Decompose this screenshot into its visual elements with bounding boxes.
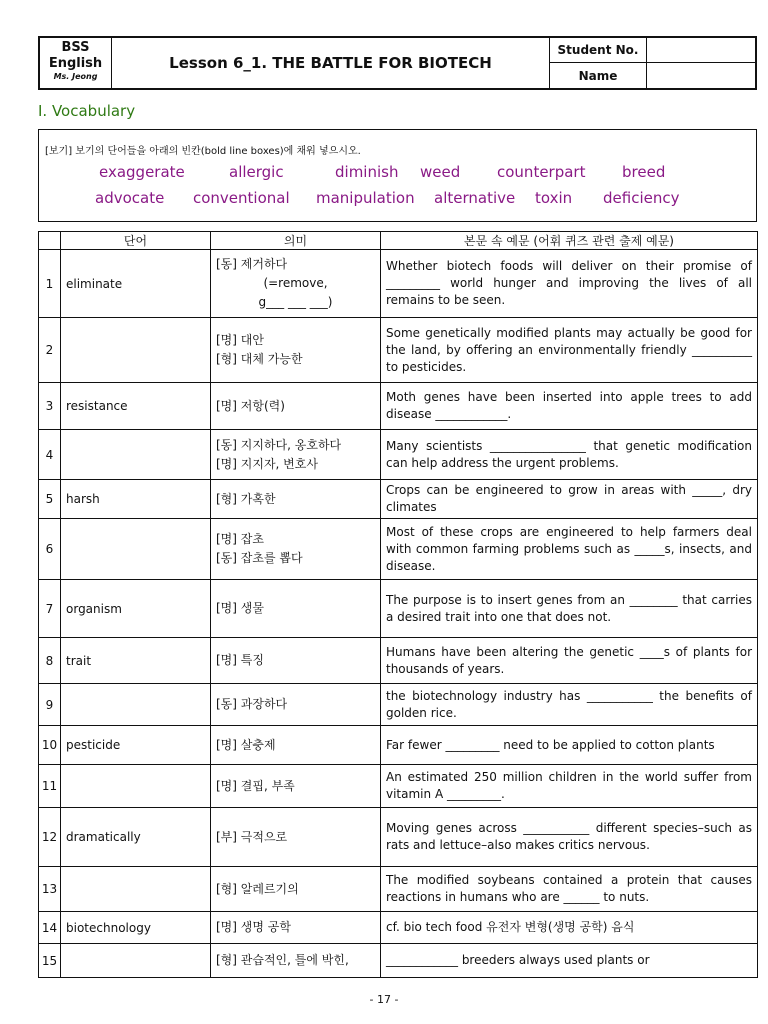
table-row (39, 250, 758, 318)
blank-word-cell[interactable] (61, 519, 211, 580)
blank-word-cell[interactable] (61, 944, 211, 978)
word-bank-item: counterpart (497, 163, 586, 181)
example-cell: Many scientists ________________ that genetic modification can help address the urgent problems. (381, 430, 758, 480)
row-number: 12 (39, 808, 61, 867)
word-bank-item: manipulation (316, 189, 415, 207)
blank-word-cell[interactable] (61, 765, 211, 808)
meaning-line: [명] 생물 (216, 601, 264, 615)
meaning-cell (211, 430, 381, 480)
meaning-cell (211, 944, 381, 978)
blank-word-cell[interactable] (61, 318, 211, 383)
row-number: 4 (39, 430, 61, 480)
table-row (39, 944, 758, 978)
example-cell: the biotechnology industry has ___________ the benefits of golden rice. (381, 684, 758, 726)
table-row (39, 684, 758, 726)
word-bank (38, 129, 757, 222)
word-cell: dramatically (61, 808, 211, 867)
page-number: - 17 - (369, 993, 399, 1006)
table-row (39, 580, 758, 638)
subject-name: English (48, 56, 103, 71)
table-row (39, 638, 758, 684)
example-cell: Moving genes across ___________ different species–such as rats and lettuce–also makes critics nervous. (381, 808, 758, 867)
meaning-line: [동] 지지하다, 옹호하다 (216, 437, 342, 452)
row-number: 1 (39, 250, 61, 318)
meaning-cell (211, 808, 381, 867)
blank-word-cell[interactable] (61, 430, 211, 480)
word-bank-item: advocate (95, 189, 165, 207)
example-cell: ____________ breeders always used plants or (381, 944, 758, 978)
header-meaning: 의미 (211, 232, 381, 250)
meaning-cell (211, 519, 381, 580)
word-bank-item: weed (420, 163, 461, 181)
row-number: 15 (39, 944, 61, 978)
word-bank-item: breed (622, 163, 666, 181)
word-cell: trait (61, 638, 211, 684)
meaning-cell (211, 912, 381, 944)
worksheet-header (38, 36, 757, 90)
example-cell: Far fewer _________ need to be applied to cotton plants (381, 726, 758, 765)
word-bank-item: deficiency (603, 189, 680, 207)
meaning-line: [형] 알레르기의 (216, 881, 299, 896)
meaning-cell (211, 684, 381, 726)
meaning-cell (211, 765, 381, 808)
word-cell: pesticide (61, 726, 211, 765)
word-bank-item: toxin (535, 189, 573, 207)
word-cell: organism (61, 580, 211, 638)
row-number: 9 (39, 684, 61, 726)
meaning-cell (211, 318, 381, 383)
meaning-line: [형] 대체 가능한 (216, 352, 303, 366)
meaning-line: [부] 극적으로 (216, 829, 288, 844)
row-number: 6 (39, 519, 61, 580)
row-number: 5 (39, 480, 61, 519)
word-cell: biotechnology (61, 912, 211, 944)
table-row (39, 318, 758, 383)
school-name: BSS (61, 40, 90, 55)
word-cell: eliminate (61, 250, 211, 318)
word-bank-item: exaggerate (99, 163, 185, 181)
blank-word-cell[interactable] (61, 684, 211, 726)
word-bank-item: alternative (434, 189, 516, 207)
table-header-row (39, 232, 758, 250)
meaning-line: [명] 잡초 (216, 532, 264, 546)
table-row (39, 383, 758, 430)
row-number: 11 (39, 765, 61, 808)
meaning-cell (211, 580, 381, 638)
example-cell: Some genetically modified plants may actually be good for the land, by offering an environmentally friendly __________ to pesticides. (381, 318, 758, 383)
table-row (39, 480, 758, 519)
meaning-line: [형] 관습적인, 틀에 박힌, (216, 953, 349, 967)
meaning-line: [명] 지지자, 변호사 (216, 456, 318, 471)
example-cell: cf. bio tech food 유전자 변형(생명 공학) 음식 (381, 912, 758, 944)
header-example: 본문 속 예문 (어휘 퀴즈 관련 출제 예문) (381, 232, 758, 250)
header-word: 단어 (61, 232, 211, 250)
meaning-line: [명] 결핍, 부족 (216, 778, 295, 793)
table-row (39, 867, 758, 912)
row-number: 7 (39, 580, 61, 638)
school-info (40, 38, 112, 88)
student-no-label: Student No. (550, 38, 647, 63)
meaning-line: [형] 가혹한 (216, 491, 276, 506)
meaning-cell (211, 480, 381, 519)
example-cell: The modified soybeans contained a protein that causes reactions in humans who are ______ to nuts. (381, 867, 758, 912)
example-cell: The purpose is to insert genes from an ________ that carries a desired trait into one that does not. (381, 580, 758, 638)
row-number: 10 (39, 726, 61, 765)
example-cell: An estimated 250 million children in the world suffer from vitamin A _________. (381, 765, 758, 808)
meaning-line: g___ ___ ___) (258, 295, 333, 309)
meaning-line: [동] 잡초를 뽑다 (216, 551, 303, 565)
table-row (39, 726, 758, 765)
table-row (39, 765, 758, 808)
word-cell: resistance (61, 383, 211, 430)
name-label: Name (550, 63, 647, 88)
table-row (39, 430, 758, 480)
row-number: 13 (39, 867, 61, 912)
meaning-cell (211, 726, 381, 765)
example-cell: Moth genes have been inserted into apple trees to add disease ____________. (381, 383, 758, 430)
word-bank-item: conventional (193, 189, 290, 207)
student-no-field[interactable] (647, 38, 755, 63)
meaning-line: (=remove, (263, 276, 328, 290)
lesson-title: Lesson 6_1. THE BATTLE FOR BIOTECH (112, 38, 550, 88)
row-number: 8 (39, 638, 61, 684)
meaning-line: [명] 대안 (216, 333, 264, 347)
row-number: 3 (39, 383, 61, 430)
meaning-cell (211, 383, 381, 430)
example-cell: Most of these crops are engineered to help farmers deal with common farming problems such as _____s, insects, and disease. (381, 519, 758, 580)
table-row (39, 912, 758, 944)
meaning-cell (211, 867, 381, 912)
header-num (39, 232, 61, 250)
meaning-line: [동] 과장하다 (216, 697, 288, 711)
name-field[interactable] (647, 63, 755, 88)
meaning-line: [명] 살충제 (216, 737, 276, 752)
meaning-cell (211, 638, 381, 684)
word-cell: harsh (61, 480, 211, 519)
meaning-cell (211, 250, 381, 318)
table-row (39, 808, 758, 867)
vocabulary-table (38, 231, 758, 978)
row-number: 14 (39, 912, 61, 944)
table-row (39, 519, 758, 580)
word-bank-item: diminish (335, 163, 399, 181)
row-number: 2 (39, 318, 61, 383)
example-cell: Whether biotech foods will deliver on their promise of _________ world hunger and improving the lives of all remains to be seen. (381, 250, 758, 318)
blank-word-cell[interactable] (61, 867, 211, 912)
teacher-name: Ms. Jeong (53, 72, 98, 81)
example-cell: Crops can be engineered to grow in areas with _____, dry climates (381, 480, 758, 519)
meaning-line: [동] 제거하다 (216, 257, 288, 271)
example-cell: Humans have been altering the genetic ____s of plants for thousands of years. (381, 638, 758, 684)
section-title: I. Vocabulary (38, 102, 136, 120)
meaning-line: [명] 생명 공학 (216, 920, 291, 934)
meaning-line: [명] 저항(력) (216, 398, 285, 413)
word-bank-instruction: [보기] 보기의 단어들을 아래의 빈칸(bold line boxes)에 채워 넣으시오. (45, 146, 361, 157)
word-bank-item: allergic (229, 163, 284, 181)
meaning-line: [명] 특징 (216, 653, 264, 667)
